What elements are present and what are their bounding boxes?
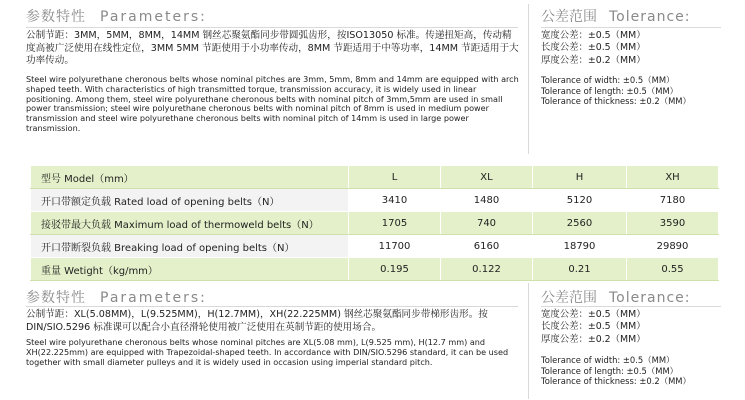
table-row-label: 重量 Wetight（kg/mm）	[31, 258, 349, 281]
table-cell: 0.122	[441, 258, 533, 281]
bottom-tol-width-en: Tolerance of width: ±0.5（MM）	[541, 355, 675, 365]
top-tolerance-title	[541, 6, 690, 26]
table-row	[31, 258, 719, 281]
bottom-params-title-zh: 参数特性	[26, 290, 86, 306]
table-cell: 740	[441, 212, 533, 235]
table-header-label: 型号 Model（mm）	[31, 166, 349, 189]
top-tolerance-title-en: Tolerance:	[609, 9, 691, 25]
top-params-title	[26, 6, 207, 26]
bottom-zh-description: 公制节距：XL(5.08MM)，L(9.525MM)，H(12.7MM)，XH(22.225MM) 钢丝芯聚氨酯同步带梯形齿形。按DIN/SIO.5296 标准课可以配合小直径滑轮使用被广泛使用在英制节距的使用场合。	[26, 309, 488, 333]
top-params-title-en: Parameters:	[100, 9, 207, 25]
top-params-title-zh: 参数特性	[26, 9, 86, 25]
top-tolerance-zh-list	[541, 30, 646, 67]
top-tol-thickness-en: Tolerance of thickness: ±0.2（MM）	[541, 96, 691, 107]
bottom-params-divider	[26, 306, 518, 307]
table-row	[31, 235, 719, 258]
bottom-params-title-en: Parameters:	[100, 290, 207, 306]
top-tol-width-zh: 宽度公差：±0.5（MM）	[541, 30, 646, 41]
table-cell: 18790	[533, 235, 627, 258]
table-cell: 0.21	[533, 258, 627, 281]
bottom-tol-thickness-en: Tolerance of thickness: ±0.2（MM）	[541, 376, 691, 387]
table-cell: 3590	[627, 212, 719, 235]
bottom-tolerance-title-en: Tolerance:	[609, 290, 691, 306]
spec-table	[30, 165, 719, 281]
top-tolerance-title-zh: 公差范围	[541, 9, 597, 25]
top-tol-length-en: Tolerance of length: ±0.5（MM）	[541, 85, 679, 96]
table-cell: 6160	[441, 235, 533, 258]
table-cell: 29890	[627, 235, 719, 258]
top-tol-length-zh: 长度公差：±0.5（MM）	[541, 42, 646, 54]
table-row-label: 开口带额定负载 Rated load of opening belts（N）	[31, 189, 349, 212]
table-cell: 1480	[441, 189, 533, 212]
bottom-tolerance-en-list	[541, 355, 691, 387]
bottom-tolerance-title-zh: 公差范围	[541, 290, 597, 306]
table-row	[31, 212, 719, 235]
bottom-tol-thickness-zh: 厚度公差：±0.2（MM）	[541, 333, 646, 345]
top-tolerance-en-list	[541, 75, 691, 107]
table-row-label: 开口带断裂负载 Breaking load of opening belts（N）	[31, 235, 349, 258]
table-header-col: XL	[441, 166, 533, 189]
top-en-description: Steel wire polyurethane cheronous belts whose nominal pitches are 3mm, 5mm, 8mm and 14mm are equipped with arch shaped teeth. With characteristics of high transmitted torque, transmission accuracy, it is widely used in linear positioning. Among them, steel wire polyurethane cheronous belts with nominal pitch of 3mm,5mm are used in small power transmission; steel wire polyurethane cheronous belts with nominal pitch of 8mm is used in medium power transmission and steel wire polyurethane cheronous belts with nominal pitch of 14mm is used in large power transmission.	[26, 74, 519, 133]
table-row-label: 接驳带最大负载 Maximum load of thermoweld belts（N）	[31, 212, 349, 235]
table-cell: 5120	[533, 189, 627, 212]
table-cell: 7180	[627, 189, 719, 212]
bottom-tol-length-zh: 长度公差：±0.5（MM）	[541, 321, 646, 333]
table-cell: 0.195	[349, 258, 441, 281]
top-tol-thickness-zh: 厚度公差：±0.2（MM）	[541, 54, 646, 66]
table-header-row	[31, 166, 719, 189]
table-cell: 0.55	[627, 258, 719, 281]
bottom-vertical-divider	[528, 283, 529, 399]
table-cell: 11700	[349, 235, 441, 258]
table-header-col: H	[533, 166, 627, 189]
table-header-col: XH	[627, 166, 719, 189]
bottom-tolerance-divider	[541, 306, 721, 307]
table-header-col: L	[349, 166, 441, 189]
table-cell: 2560	[533, 212, 627, 235]
top-tolerance-divider	[541, 27, 721, 28]
table-row	[31, 189, 719, 212]
bottom-tol-width-zh: 宽度公差：±0.5（MM）	[541, 309, 646, 320]
bottom-tolerance-title	[541, 287, 690, 307]
bottom-tol-length-en: Tolerance of length: ±0.5（MM）	[541, 365, 679, 376]
table-cell: 3410	[349, 189, 441, 212]
top-zh-description: 公制节距：3MM，5MM，8MM，14MM 钢丝芯聚氨酯同步带圆弧齿形，按ISO13050 标准。传递扭矩高，传动精度高被广泛使用在线性定位，3MM 5MM 节距使用于小功率传动，8MM 节距适用于中等功率，14MM 节距适用于大功率传动。	[26, 30, 519, 67]
table-cell: 1705	[349, 212, 441, 235]
top-tol-width-en: Tolerance of width: ±0.5（MM）	[541, 75, 675, 85]
top-vertical-divider	[528, 4, 529, 154]
bottom-params-title	[26, 287, 207, 307]
top-params-divider	[26, 27, 518, 28]
bottom-tolerance-zh-list	[541, 309, 646, 346]
bottom-en-description: Steel wire polyurethane cheronous belts whose nominal pitches are XL(5.08 mm), L(9.525 mm), H(12.7 mm) and XH(22.225mm) are equipped with Trapezoidal-shaped teeth. In accordance with DIN/SIO.5296 standard, it can be used together with small diameter pulleys and it is widely used in occasion using imperial standard pitch.	[26, 337, 509, 367]
